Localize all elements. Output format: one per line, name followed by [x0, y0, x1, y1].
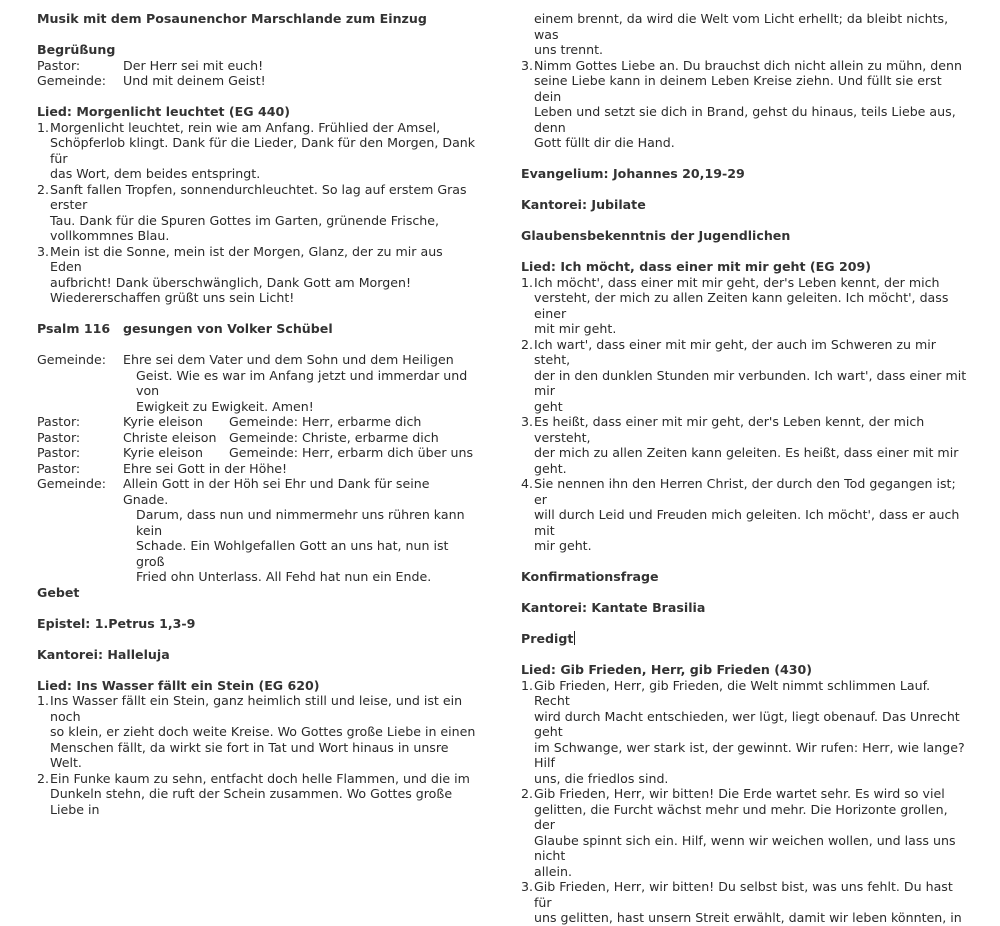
spoken-text: Und mit deinem Geist! — [123, 73, 266, 88]
verse-line: einem brennt, da wird die Welt vom Licht erhellt; da bleibt nichts, was — [534, 11, 949, 42]
verse — [521, 58, 967, 151]
verse-line: vollkommnes Blau. — [50, 228, 170, 243]
speaker: Gemeinde: — [37, 352, 106, 367]
verse-number: 2. — [521, 336, 534, 352]
verse-line: Leben und setzt sie dich in Brand, gehst du hinaus, teils Liebe aus, denn — [534, 104, 956, 135]
verse-line: mit mir geht. — [534, 321, 617, 336]
verse-line: Dunkeln stehn, die ruft der Schein zusammen. Wo Gottes große Liebe in — [50, 786, 453, 817]
verse — [521, 879, 967, 926]
verse-number: 1. — [37, 693, 50, 708]
psalm-heading — [37, 321, 477, 337]
verse-line: uns trennt. — [534, 42, 604, 57]
verse-line: Gott füllt dir die Hand. — [534, 135, 675, 150]
verse-number: 1. — [521, 274, 534, 290]
speaker: Pastor: — [37, 445, 81, 460]
spoken-text: Ehre sei Gott in der Höhe! — [123, 460, 288, 476]
text-cursor — [574, 631, 575, 645]
speaker: Pastor: — [37, 57, 81, 73]
verse-number: 3. — [37, 243, 50, 259]
text-line: Ehre sei dem Vater und dem Sohn und dem Heiligen — [123, 352, 454, 367]
gebet-heading: Gebet — [37, 584, 80, 600]
kyrie-call: Kyrie eleison — [123, 414, 203, 429]
psalm-subtitle: gesungen von Volker Schübel — [123, 321, 333, 336]
verse — [521, 476, 967, 554]
kantorei-jubilate-heading: Kantorei: Jubilate — [521, 197, 646, 212]
predigt-label: Predigt — [521, 631, 574, 646]
verse-line: Menschen fällt, da wirkt sie fort in Tat und Wort hinaus in unsre Welt. — [50, 739, 449, 770]
verse-number: 2. — [37, 770, 50, 786]
verse — [37, 771, 477, 818]
verse — [521, 337, 967, 415]
spoken-text — [123, 476, 477, 585]
speaker: Pastor: — [37, 429, 81, 445]
psalm-title: Psalm 116 — [37, 321, 111, 336]
verse-number: 3. — [521, 57, 534, 73]
ehre-row — [37, 461, 477, 477]
verse-line: Gib Frieden, Herr, wir bitten! Die Erde wartet sehr. Es wird so viel — [534, 786, 945, 801]
verse — [37, 244, 477, 306]
verse-line: mir geht. — [534, 538, 592, 553]
verse — [37, 693, 477, 771]
kantorei-brasilia-heading: Kantorei: Kantate Brasilia — [521, 600, 706, 615]
kyrie-row — [37, 414, 477, 430]
lied-morgenlicht-heading: Lied: Morgenlicht leuchtet (EG 440) — [37, 104, 291, 119]
verse-line: wird durch Macht entschieden, wer lügt, liegt obenauf. Das Unrecht geht — [534, 708, 960, 739]
lied-wasser-verses — [37, 693, 477, 817]
verse-line: Tau. Dank für die Spuren Gottes im Garten, grünende Frische, — [50, 212, 440, 228]
speaker: Gemeinde: — [37, 73, 106, 88]
lied-einer-mit-mir-verses — [521, 275, 967, 554]
verse-line: Nimm Gottes Liebe an. Du brauchst dich nicht allein zu mühn, denn — [534, 57, 962, 73]
speaker: Pastor: — [37, 460, 81, 476]
lied-wasser-heading: Lied: Ins Wasser fällt ein Stein (EG 620) — [37, 677, 320, 693]
verse-number: 1. — [521, 677, 534, 693]
verse-line: im Schwange, wer stark ist, der gewinnt. Wir rufen: Herr, wie lange? Hilf — [534, 739, 965, 770]
text-line: Ewigkeit zu Ewigkeit. Amen! — [136, 398, 314, 414]
intro-heading: Musik mit dem Posaunenchor Marschlande zum Einzug — [37, 11, 427, 26]
psalm-gloria — [37, 352, 477, 414]
glaubensbekenntnis-heading: Glaubensbekenntnis der Jugendlichen — [521, 228, 791, 243]
lied-einer-mit-mir-heading: Lied: Ich möcht, dass einer mit mir geht (EG 209) — [521, 259, 871, 274]
epistel-heading: Epistel: 1.Petrus 1,3-9 — [37, 615, 196, 631]
right-column — [521, 11, 967, 926]
speaker: Gemeinde: — [37, 476, 106, 491]
verse-line: allein. — [534, 863, 572, 879]
kyrie-answer: Gemeinde: Herr, erbarme dich — [229, 414, 422, 429]
verse-number: 1. — [37, 119, 50, 135]
allein-row — [37, 476, 477, 585]
verse-number: 3. — [521, 879, 534, 894]
verse — [521, 678, 967, 787]
verse-line: das Wort, dem beides entspringt. — [50, 166, 261, 181]
verse — [521, 275, 967, 337]
lied-gib-frieden-verses — [521, 678, 967, 926]
text-line: Darum, dass nun und nimmermehr uns rühren kann kein — [136, 507, 465, 538]
kyrie-answer: Gemeinde: Herr, erbarm dich über uns — [229, 445, 474, 460]
spoken-text — [123, 352, 477, 414]
verse-line: uns, die friedlos sind. — [534, 770, 669, 786]
verse-line: seine Liebe kann in deinem Leben Kreise ziehn. Und füllt sie erst dein — [534, 73, 942, 104]
left-column — [37, 11, 477, 817]
lied-gib-frieden-heading: Lied: Gib Frieden, Herr, gib Frieden (430) — [521, 662, 813, 677]
predigt-heading[interactable] — [521, 631, 967, 647]
verse-line: Gib Frieden, Herr, wir bitten! Du selbst bist, was uns fehlt. Du hast für — [534, 879, 953, 910]
lied-wasser-verses-continued — [521, 58, 967, 151]
text-line: Fried ohn Unterlass. All Fehd hat nun ein Ende. — [136, 569, 432, 584]
text-line: Schade. Ein Wohlgefallen Gott an uns hat, nun ist groß — [136, 538, 449, 569]
kyrie-call: Christe eleison — [123, 429, 217, 445]
verse-line: Glaube spinnt sich ein. Hilf, wenn wir weichen wollen, und lass uns nicht — [534, 832, 956, 863]
verse-line: so klein, er zieht doch weite Kreise. Wo Gottes große Liebe in einen — [50, 724, 476, 739]
verse-line: Schöpferlob klingt. Dank für die Lieder, Dank für den Morgen, Dank für — [50, 135, 476, 166]
verse — [521, 786, 967, 879]
verse-line: geht — [534, 398, 563, 414]
verse-number: 4. — [521, 476, 534, 491]
verse — [521, 414, 967, 476]
verse-number: 3. — [521, 414, 534, 429]
begruessung-heading: Begrüßung — [37, 42, 116, 57]
verse-line: der mich zu allen Zeiten kann geleiten. Es heißt, dass einer mit mir geht. — [534, 445, 959, 476]
verse-line: Mein ist die Sonne, mein ist der Morgen, Glanz, der zu mir aus Eden — [50, 243, 443, 274]
verse-number: 2. — [37, 181, 50, 197]
evangelium-heading: Evangelium: Johannes 20,19-29 — [521, 166, 745, 181]
begruessung-row — [37, 73, 477, 89]
spoken-text: Der Herr sei mit euch! — [123, 57, 264, 73]
kyrie-call: Kyrie eleison — [123, 445, 203, 460]
verse-line: Ich wart', dass einer mit mir geht, der auch im Schweren zu mir steht, — [534, 336, 936, 367]
kyrie-answer: Gemeinde: Christe, erbarme dich — [229, 429, 439, 445]
verse-line: versteht, der mich zu allen Zeiten kann geleiten. Ich möcht', dass einer — [534, 290, 949, 321]
verse-line: Ein Funke kaum zu sehn, entfacht doch helle Flammen, und die im — [50, 770, 470, 786]
speaker: Pastor: — [37, 414, 81, 429]
verse — [37, 182, 477, 244]
konfirmationsfrage-heading: Konfirmationsfrage — [521, 569, 659, 584]
kyrie-row — [37, 430, 477, 446]
verse-line: Sie nennen ihn den Herren Christ, der durch den Tod gegangen ist; er — [534, 476, 956, 507]
kyrie-row — [37, 445, 477, 461]
verse — [37, 120, 477, 182]
verse-line: uns gelitten, hast unsern Streit erwählt, damit wir leben könnten, in — [534, 910, 962, 925]
verse-line: Gib Frieden, Herr, gib Frieden, die Welt nimmt schlimmen Lauf. Recht — [534, 677, 931, 708]
verse-number: 2. — [521, 786, 534, 801]
text-line: Allein Gott in der Höh sei Ehr und Dank für seine Gnade. — [123, 476, 430, 507]
verse-line: der in den dunklen Stunden mir verbunden. Ich wart', dass einer mit mir — [534, 367, 967, 398]
verse-line: Ich möcht', dass einer mit mir geht, der's Leben kennt, der mich — [534, 274, 940, 290]
kantorei-halleluja-heading: Kantorei: Halleluja — [37, 646, 170, 662]
verse-line: aufbricht! Dank überschwänglich, Dank Gott am Morgen! — [50, 274, 411, 290]
verse-line: Wiedererschaffen grüßt uns sein Licht! — [50, 290, 295, 305]
text-line: Geist. Wie es war im Anfang jetzt und immerdar und von — [136, 367, 468, 398]
verse-line: Sanft fallen Tropfen, sonnendurchleuchtet. So lag auf erstem Gras erster — [50, 181, 467, 212]
verse-line: Morgenlicht leuchtet, rein wie am Anfang. Frühlied der Amsel, — [50, 119, 441, 135]
verse-line: will durch Leid und Freuden mich geleiten. Ich möcht', dass er auch mit — [534, 507, 960, 538]
verse-line: gelitten, die Furcht wächst mehr und mehr. Die Horizonte grollen, der — [534, 801, 948, 832]
verse-line: Es heißt, dass einer mit mir geht, der's Leben kennt, der mich versteht, — [534, 414, 925, 445]
begruessung-row — [37, 58, 477, 74]
lied-morgenlicht-verses — [37, 120, 477, 306]
verse-line: Ins Wasser fällt ein Stein, ganz heimlich still und leise, und ist ein noch — [50, 693, 463, 724]
